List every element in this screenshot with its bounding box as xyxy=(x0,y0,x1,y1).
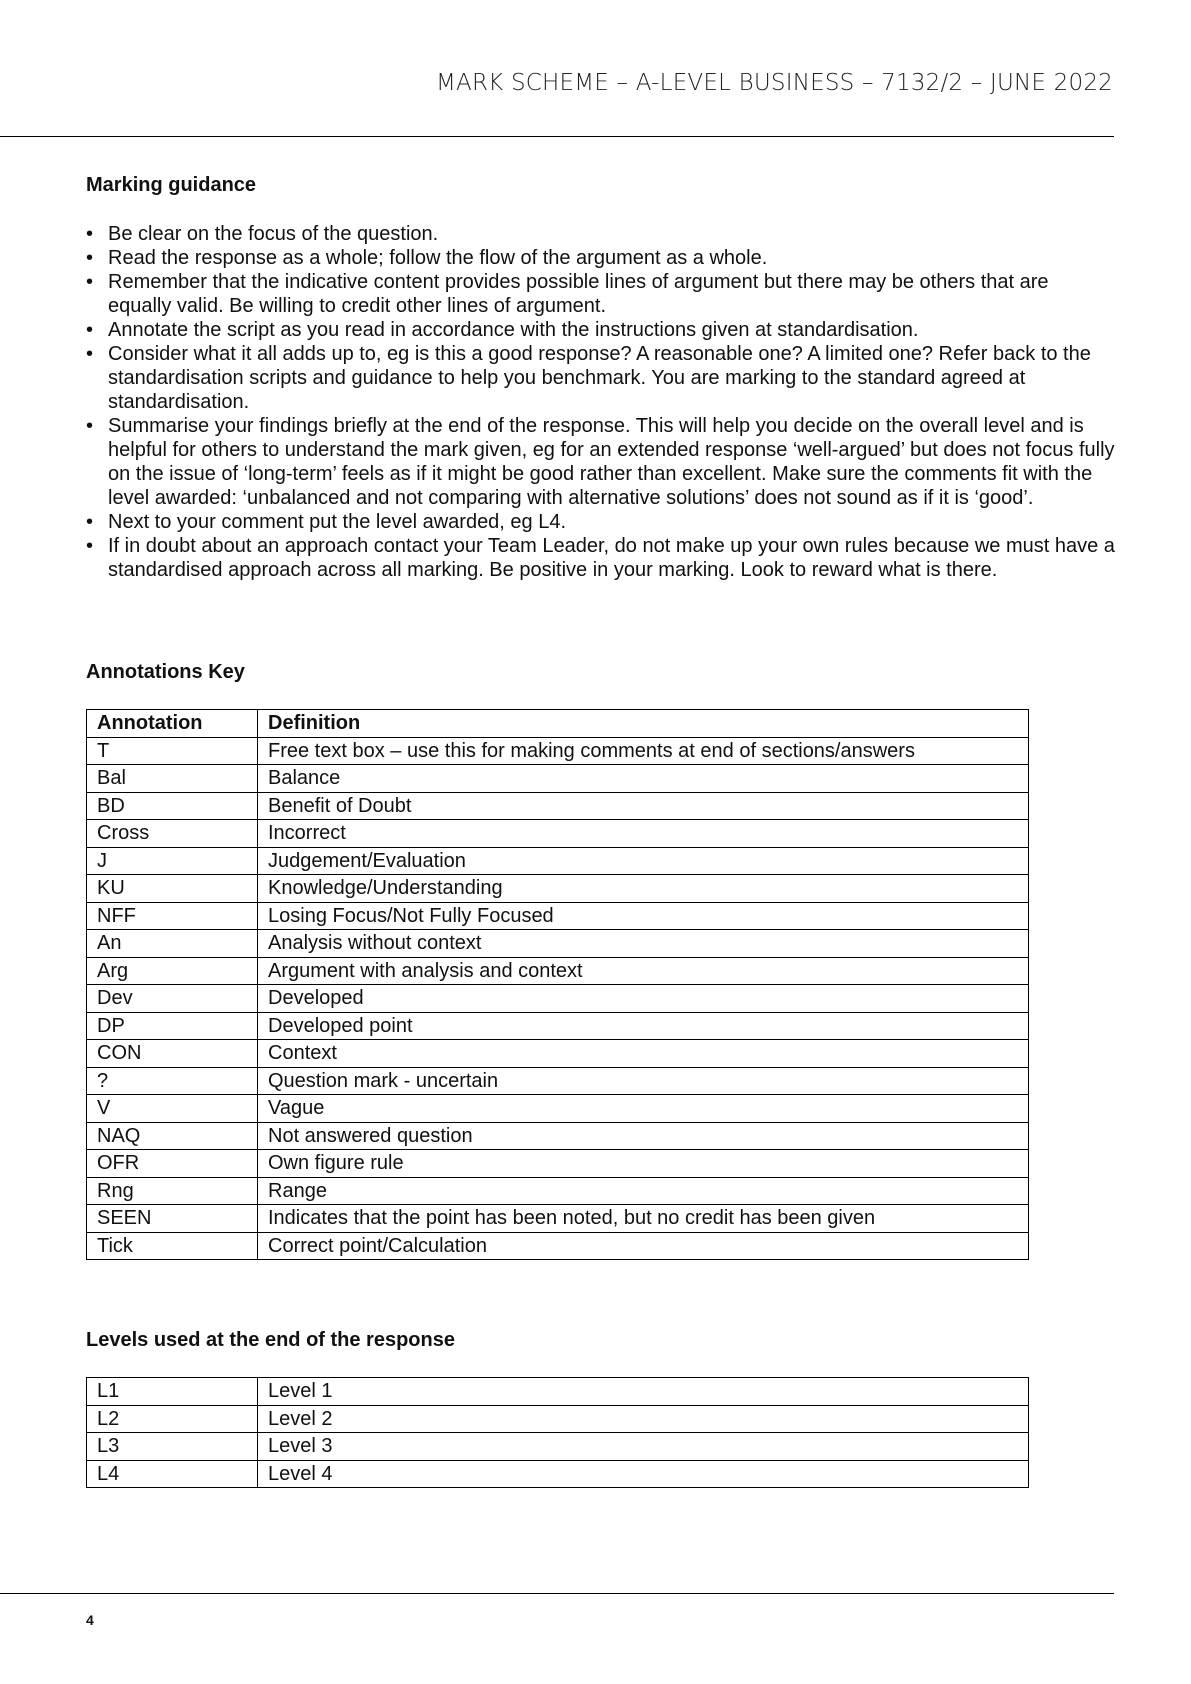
annotation-row xyxy=(87,765,1029,793)
annotation-row xyxy=(87,1095,1029,1123)
annotation-code-cell: Tick xyxy=(87,1232,258,1260)
annotation-definition-cell: Range xyxy=(258,1177,1029,1205)
guidance-bullet-item: • Be clear on the focus of the question. xyxy=(86,222,1116,246)
annotation-definition-cell: Context xyxy=(258,1040,1029,1068)
levels-table xyxy=(86,1377,1029,1488)
header-divider xyxy=(0,136,1114,137)
annotation-row xyxy=(87,930,1029,958)
annotation-code-cell: OFR xyxy=(87,1150,258,1178)
annotation-definition-cell: Own figure rule xyxy=(258,1150,1029,1178)
guidance-bullet-item: • Summarise your findings briefly at the end of the response. This will help you decide on the overall level and is helpful for others to understand the mark given, eg for an extended response ‘well-argued’ but does not focus fully on the issue of ‘long-term’ feels as if it might be good rather than excellent. Make sure the comments fit with the level awarded: ‘unbalanced and not comparing with alternative solutions’ does not sound as if it is ‘good’. xyxy=(86,414,1116,510)
annotation-definition-cell: Incorrect xyxy=(258,820,1029,848)
document-header-title: MARK SCHEME – A-LEVEL BUSINESS – 7132/2 – JUNE 2022 xyxy=(436,70,1113,96)
annotation-row xyxy=(87,1150,1029,1178)
annotation-code-cell: Arg xyxy=(87,957,258,985)
marking-guidance-list xyxy=(86,222,1116,582)
annotation-code-cell: DP xyxy=(87,1012,258,1040)
level-code-cell: L4 xyxy=(87,1460,258,1488)
annotation-definition-cell: Free text box – use this for making comments at end of sections/answers xyxy=(258,737,1029,765)
level-code-cell: L2 xyxy=(87,1405,258,1433)
level-code-cell: L1 xyxy=(87,1378,258,1406)
annotation-row xyxy=(87,1122,1029,1150)
annotation-code-cell: J xyxy=(87,847,258,875)
annotation-row xyxy=(87,902,1029,930)
annotation-row xyxy=(87,1177,1029,1205)
annotations-table-header-row xyxy=(87,710,1029,738)
annotations-table xyxy=(86,709,1029,1260)
annotation-definition-cell: Question mark - uncertain xyxy=(258,1067,1029,1095)
annotation-row xyxy=(87,1012,1029,1040)
marking-guidance-heading: Marking guidance xyxy=(86,174,257,196)
guidance-bullet-item: • If in doubt about an approach contact your Team Leader, do not make up your own rules because we must have a standardised approach across all marking. Be positive in your marking. Look to reward what is there. xyxy=(86,534,1116,582)
annotation-code-cell: Rng xyxy=(87,1177,258,1205)
footer-divider xyxy=(0,1593,1114,1594)
level-definition-cell: Level 1 xyxy=(258,1378,1029,1406)
level-row xyxy=(87,1460,1029,1488)
guidance-bullet-item: • Annotate the script as you read in accordance with the instructions given at standardisation. xyxy=(86,318,1116,342)
level-code-cell: L3 xyxy=(87,1433,258,1461)
annotation-row xyxy=(87,1067,1029,1095)
guidance-bullet-item: • Next to your comment put the level awarded, eg L4. xyxy=(86,510,1116,534)
annotation-definition-cell: Analysis without context xyxy=(258,930,1029,958)
annotation-definition-cell: Correct point/Calculation xyxy=(258,1232,1029,1260)
annotation-code-cell: Cross xyxy=(87,820,258,848)
annotation-definition-cell: Benefit of Doubt xyxy=(258,792,1029,820)
guidance-bullet-item: • Read the response as a whole; follow the flow of the argument as a whole. xyxy=(86,246,1116,270)
annotation-definition-cell: Knowledge/Understanding xyxy=(258,875,1029,903)
annotations-key-heading: Annotations Key xyxy=(86,661,245,683)
annotation-definition-cell: Developed xyxy=(258,985,1029,1013)
annotation-code-cell: CON xyxy=(87,1040,258,1068)
annotation-definition-cell: Losing Focus/Not Fully Focused xyxy=(258,902,1029,930)
guidance-bullet-item: • Remember that the indicative content provides possible lines of argument but there may be others that are equally valid. Be willing to credit other lines of argument. xyxy=(86,270,1116,318)
annotation-row xyxy=(87,957,1029,985)
level-row xyxy=(87,1433,1029,1461)
annotation-code-cell: BD xyxy=(87,792,258,820)
annotation-code-cell: V xyxy=(87,1095,258,1123)
annotation-row xyxy=(87,1232,1029,1260)
annotation-row xyxy=(87,1040,1029,1068)
annotation-definition-cell: Judgement/Evaluation xyxy=(258,847,1029,875)
annotation-definition-cell: Developed point xyxy=(258,1012,1029,1040)
level-row xyxy=(87,1378,1029,1406)
annotation-row xyxy=(87,847,1029,875)
level-definition-cell: Level 3 xyxy=(258,1433,1029,1461)
annotation-row xyxy=(87,737,1029,765)
annotation-row xyxy=(87,1205,1029,1233)
annotation-row xyxy=(87,875,1029,903)
annotation-definition-cell: Not answered question xyxy=(258,1122,1029,1150)
annotation-column-header: Annotation xyxy=(87,710,258,738)
definition-column-header: Definition xyxy=(258,710,1029,738)
annotation-definition-cell: Balance xyxy=(258,765,1029,793)
annotation-row xyxy=(87,792,1029,820)
level-row xyxy=(87,1405,1029,1433)
annotation-row xyxy=(87,985,1029,1013)
annotation-code-cell: NFF xyxy=(87,902,258,930)
annotation-code-cell: An xyxy=(87,930,258,958)
levels-heading: Levels used at the end of the response xyxy=(86,1329,455,1351)
annotation-code-cell: Bal xyxy=(87,765,258,793)
level-definition-cell: Level 4 xyxy=(258,1460,1029,1488)
level-definition-cell: Level 2 xyxy=(258,1405,1029,1433)
page-number: 4 xyxy=(86,1612,94,1628)
annotation-code-cell: Dev xyxy=(87,985,258,1013)
annotation-code-cell: SEEN xyxy=(87,1205,258,1233)
annotation-code-cell: T xyxy=(87,737,258,765)
guidance-bullet-item: • Consider what it all adds up to, eg is this a good response? A reasonable one? A limited one? Refer back to the standardisation scripts and guidance to help you benchmark. You are marking to the standard agreed at standardisation. xyxy=(86,342,1116,414)
annotation-code-cell: ? xyxy=(87,1067,258,1095)
annotation-row xyxy=(87,820,1029,848)
annotation-code-cell: KU xyxy=(87,875,258,903)
annotation-definition-cell: Indicates that the point has been noted, but no credit has been given xyxy=(258,1205,1029,1233)
annotation-definition-cell: Argument with analysis and context xyxy=(258,957,1029,985)
annotation-definition-cell: Vague xyxy=(258,1095,1029,1123)
annotation-code-cell: NAQ xyxy=(87,1122,258,1150)
